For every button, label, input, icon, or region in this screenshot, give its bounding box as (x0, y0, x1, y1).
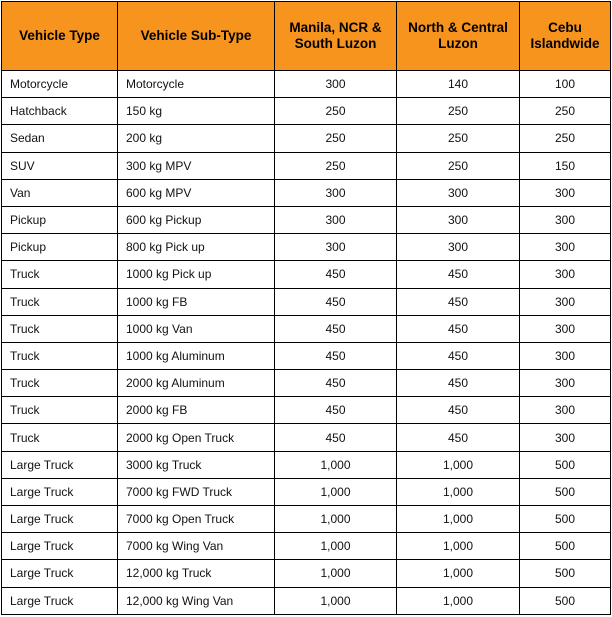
cell-manila-rate: 450 (275, 288, 397, 315)
cell-vehicle-type: Truck (2, 315, 118, 342)
table-row (2, 71, 611, 98)
cell-cebu-rate: 500 (520, 506, 611, 533)
cell-cebu-rate: 300 (520, 397, 611, 424)
cell-manila-rate: 450 (275, 424, 397, 451)
cell-north-rate: 300 (397, 234, 520, 261)
table-row (2, 315, 611, 342)
cell-north-rate: 1,000 (397, 451, 520, 478)
cell-vehicle-sub-type: 7000 kg Open Truck (118, 506, 275, 533)
cell-vehicle-type: Large Truck (2, 587, 118, 614)
table-row (2, 533, 611, 560)
cell-north-rate: 300 (397, 206, 520, 233)
cell-vehicle-sub-type: 2000 kg Open Truck (118, 424, 275, 451)
header-north-central-luzon: North & Central Luzon (397, 2, 520, 71)
cell-cebu-rate: 500 (520, 533, 611, 560)
cell-cebu-rate: 300 (520, 234, 611, 261)
cell-cebu-rate: 300 (520, 342, 611, 369)
cell-cebu-rate: 300 (520, 261, 611, 288)
cell-cebu-rate: 150 (520, 152, 611, 179)
cell-manila-rate: 450 (275, 261, 397, 288)
cell-vehicle-sub-type: 300 kg MPV (118, 152, 275, 179)
cell-vehicle-type: Truck (2, 424, 118, 451)
table-row (2, 342, 611, 369)
cell-cebu-rate: 300 (520, 288, 611, 315)
cell-vehicle-sub-type: 600 kg Pickup (118, 206, 275, 233)
cell-vehicle-type: Van (2, 179, 118, 206)
table-header (2, 2, 611, 71)
vehicle-rates-table (1, 1, 611, 615)
cell-north-rate: 450 (397, 370, 520, 397)
cell-north-rate: 450 (397, 261, 520, 288)
table-row (2, 179, 611, 206)
table-row (2, 506, 611, 533)
cell-manila-rate: 1,000 (275, 560, 397, 587)
cell-cebu-rate: 500 (520, 451, 611, 478)
cell-vehicle-sub-type: 1000 kg FB (118, 288, 275, 315)
table-row (2, 206, 611, 233)
cell-vehicle-sub-type: 2000 kg FB (118, 397, 275, 424)
cell-north-rate: 300 (397, 179, 520, 206)
table-row (2, 424, 611, 451)
cell-vehicle-sub-type: 2000 kg Aluminum (118, 370, 275, 397)
table-row (2, 478, 611, 505)
cell-vehicle-type: Truck (2, 342, 118, 369)
cell-cebu-rate: 500 (520, 587, 611, 614)
cell-vehicle-type: Large Truck (2, 478, 118, 505)
cell-vehicle-sub-type: 1000 kg Van (118, 315, 275, 342)
cell-north-rate: 140 (397, 71, 520, 98)
cell-cebu-rate: 500 (520, 560, 611, 587)
cell-cebu-rate: 300 (520, 206, 611, 233)
cell-vehicle-type: Sedan (2, 125, 118, 152)
cell-vehicle-type: Truck (2, 261, 118, 288)
cell-vehicle-sub-type: 800 kg Pick up (118, 234, 275, 261)
cell-north-rate: 250 (397, 98, 520, 125)
cell-vehicle-type: SUV (2, 152, 118, 179)
table-row (2, 397, 611, 424)
table-row (2, 288, 611, 315)
cell-cebu-rate: 250 (520, 125, 611, 152)
header-cebu-islandwide: Cebu Islandwide (520, 2, 611, 71)
cell-north-rate: 450 (397, 342, 520, 369)
cell-manila-rate: 1,000 (275, 506, 397, 533)
cell-manila-rate: 250 (275, 152, 397, 179)
table-row (2, 587, 611, 614)
table-row (2, 261, 611, 288)
cell-vehicle-sub-type: 12,000 kg Wing Van (118, 587, 275, 614)
cell-vehicle-type: Motorcycle (2, 71, 118, 98)
cell-vehicle-type: Large Truck (2, 506, 118, 533)
cell-vehicle-type: Large Truck (2, 533, 118, 560)
cell-cebu-rate: 300 (520, 370, 611, 397)
cell-vehicle-type: Truck (2, 288, 118, 315)
cell-manila-rate: 300 (275, 206, 397, 233)
header-vehicle-sub-type: Vehicle Sub-Type (118, 2, 275, 71)
table-body (2, 71, 611, 615)
cell-vehicle-sub-type: Motorcycle (118, 71, 275, 98)
table-row (2, 125, 611, 152)
cell-manila-rate: 250 (275, 98, 397, 125)
cell-vehicle-type: Large Truck (2, 560, 118, 587)
cell-north-rate: 250 (397, 125, 520, 152)
header-vehicle-type: Vehicle Type (2, 2, 118, 71)
cell-north-rate: 1,000 (397, 533, 520, 560)
cell-cebu-rate: 300 (520, 179, 611, 206)
cell-north-rate: 1,000 (397, 506, 520, 533)
cell-north-rate: 450 (397, 315, 520, 342)
cell-north-rate: 1,000 (397, 587, 520, 614)
cell-manila-rate: 450 (275, 397, 397, 424)
cell-vehicle-type: Pickup (2, 234, 118, 261)
cell-cebu-rate: 300 (520, 424, 611, 451)
cell-vehicle-type: Large Truck (2, 451, 118, 478)
cell-vehicle-sub-type: 3000 kg Truck (118, 451, 275, 478)
cell-vehicle-type: Pickup (2, 206, 118, 233)
cell-manila-rate: 1,000 (275, 533, 397, 560)
cell-vehicle-sub-type: 12,000 kg Truck (118, 560, 275, 587)
cell-north-rate: 1,000 (397, 560, 520, 587)
cell-north-rate: 450 (397, 288, 520, 315)
cell-cebu-rate: 250 (520, 98, 611, 125)
table-row (2, 98, 611, 125)
header-row (2, 2, 611, 71)
cell-cebu-rate: 500 (520, 478, 611, 505)
cell-vehicle-sub-type: 1000 kg Pick up (118, 261, 275, 288)
cell-cebu-rate: 100 (520, 71, 611, 98)
cell-vehicle-sub-type: 600 kg MPV (118, 179, 275, 206)
cell-manila-rate: 450 (275, 370, 397, 397)
cell-manila-rate: 1,000 (275, 451, 397, 478)
cell-vehicle-sub-type: 7000 kg FWD Truck (118, 478, 275, 505)
cell-cebu-rate: 300 (520, 315, 611, 342)
cell-vehicle-sub-type: 7000 kg Wing Van (118, 533, 275, 560)
table-row (2, 451, 611, 478)
cell-vehicle-sub-type: 150 kg (118, 98, 275, 125)
cell-vehicle-type: Truck (2, 397, 118, 424)
cell-north-rate: 1,000 (397, 478, 520, 505)
cell-manila-rate: 450 (275, 342, 397, 369)
table-row (2, 234, 611, 261)
table-row (2, 370, 611, 397)
cell-manila-rate: 300 (275, 71, 397, 98)
table-row (2, 152, 611, 179)
cell-north-rate: 250 (397, 152, 520, 179)
cell-manila-rate: 450 (275, 315, 397, 342)
cell-manila-rate: 1,000 (275, 478, 397, 505)
table-row (2, 560, 611, 587)
cell-vehicle-sub-type: 1000 kg Aluminum (118, 342, 275, 369)
cell-manila-rate: 300 (275, 234, 397, 261)
cell-north-rate: 450 (397, 424, 520, 451)
cell-vehicle-type: Hatchback (2, 98, 118, 125)
cell-vehicle-type: Truck (2, 370, 118, 397)
cell-manila-rate: 300 (275, 179, 397, 206)
cell-vehicle-sub-type: 200 kg (118, 125, 275, 152)
cell-manila-rate: 1,000 (275, 587, 397, 614)
cell-north-rate: 450 (397, 397, 520, 424)
cell-manila-rate: 250 (275, 125, 397, 152)
header-manila-ncr-south-luzon: Manila, NCR & South Luzon (275, 2, 397, 71)
